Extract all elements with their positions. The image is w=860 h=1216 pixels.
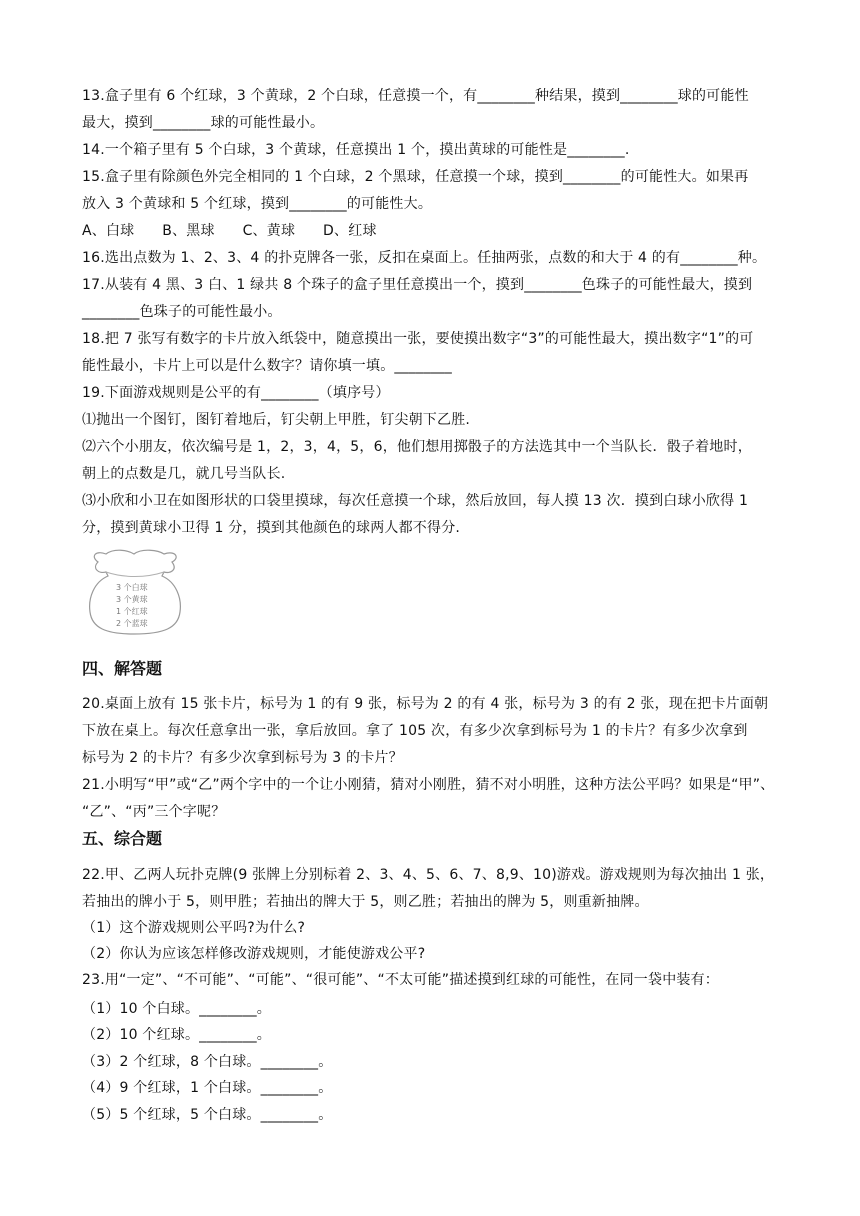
question-16: 16.选出点数为 1、2、3、4 的扑克牌各一张，反扣在桌面上。任抽两张，点数的和大于 4 的有________种。 [82,250,767,266]
question-19: 19.下面游戏规则是公平的有________（填序号） [82,385,390,401]
question-17-line-1: 17.从装有 4 黑、3 白、1 绿共 8 个珠子的盒子里任意摸出一个，摸到________色珠子的可能性最大，摸到 [82,277,753,293]
question-20-line-2: 下放在桌上。每次任意拿出一张，拿后放回。拿了 105 次，有多少次拿到标号为 1 的卡片？有多少次拿到 [82,723,748,739]
question-19-item-3-line-1: ⑶小欣和小卫在如图形状的口袋里摸球，每次任意摸一个球，然后放回，每人摸 13 次．摸到白球小欣得 1 [82,493,749,509]
question-17-line-2: ________色珠子的可能性最小。 [82,304,282,320]
question-19-item-1: ⑴抛出一个图钉，图钉着地后，钉尖朝上甲胜，钉尖朝下乙胜. [82,412,471,428]
question-15-options: A、白球 B、黑球 C、黄球 D、红球 [82,223,377,239]
section-4-title: 四、解答题 [82,659,163,678]
question-23-sub-3: （3）2 个红球，8 个白球。________。 [82,1054,333,1070]
question-23-sub-2: （2）10 个红球。________。 [82,1027,271,1043]
question-18-line-2: 能性最小，卡片上可以是什么数字？请你填一填。________ [82,358,452,374]
question-21-line-2: “乙”、“丙”三个字呢？ [82,804,226,820]
question-15-line-1: 15.盒子里有除颜色外完全相同的 1 个白球，2 个黑球，任意摸一个球，摸到________的可能性大。如果再 [82,169,749,185]
question-19-item-3-line-2: 分，摸到黄球小卫得 1 分，摸到其他颜色的球两人都不得分. [82,520,461,536]
question-22-line-1: 22.甲、乙两人玩扑克牌(9 张牌上分别标着 2、3、4、5、6、7、8,9、10)游戏。游戏规则为每次抽出 1 张， [82,867,775,883]
question-21-line-1: 21.小明写“甲”或“乙”两个字中的一个让小刚猜，猜对小刚胜，猜不对小明胜，这种方法公平吗？如果是“甲”、 [82,777,775,793]
question-20-line-1: 20.桌面上放有 15 张卡片，标号为 1 的有 9 张，标号为 2 的有 4 张，标号为 3 的有 2 张，现在把卡片面朝 [82,696,769,712]
question-14: 14.一个箱子里有 5 个白球，3 个黄球，任意摸出 1 个，摸出黄球的可能性是________. [82,142,630,158]
question-15-line-2: 放入 3 个黄球和 5 个红球，摸到________的可能性大。 [82,196,433,212]
question-19-item-2-line-2: 朝上的点数是几，就几号当队长. [82,466,286,482]
bag-label-1: 3 个白球 [116,583,148,592]
ball-bag-image [84,548,186,636]
question-18-line-1: 18.把 7 张写有数字的卡片放入纸袋中，随意摸出一张，要使摸出数字“3”的可能性最大，摸出数字“1”的可 [82,331,754,347]
question-22-line-2: 若抽出的牌小于 5，则甲胜；若抽出的牌大于 5，则乙胜；若抽出的牌为 5，则重新抽牌。 [82,894,649,910]
section-5-title: 五、综合题 [82,829,163,848]
bag-label-3: 1 个红球 [116,607,148,616]
question-23: 23.用“一定”、“不可能”、“可能”、“很可能”、“不太可能”描述摸到红球的可能性，在同一袋中装有： [82,972,719,988]
question-22-sub-1: （1）这个游戏规则公平吗?为什么? [82,920,306,936]
question-23-sub-1: （1）10 个白球。________。 [82,1001,271,1017]
bag-label-2: 3 个黄球 [116,595,148,604]
question-23-sub-4: （4）9 个红球，1 个白球。________。 [82,1080,333,1096]
question-13-line-2: 最大，摸到________球的可能性最小。 [82,115,325,131]
question-19-item-2-line-1: ⑵六个小朋友，依次编号是 1，2，3，4，5，6，他们想用掷骰子的方法选其中一个当队长．骰子着地时， [82,439,752,455]
question-22-sub-2: （2）你认为应该怎样修改游戏规则，才能使游戏公平? [82,946,426,962]
question-20-line-3: 标号为 2 的卡片？有多少次拿到标号为 3 的卡片？ [82,750,403,766]
bag-label-4: 2 个蓝球 [116,619,148,628]
question-13-line-1: 13.盒子里有 6 个红球，3 个黄球，2 个白球，任意摸一个，有________种结果，摸到________球的可能性 [82,88,749,104]
question-23-sub-5: （5）5 个红球，5 个白球。________。 [82,1107,333,1123]
